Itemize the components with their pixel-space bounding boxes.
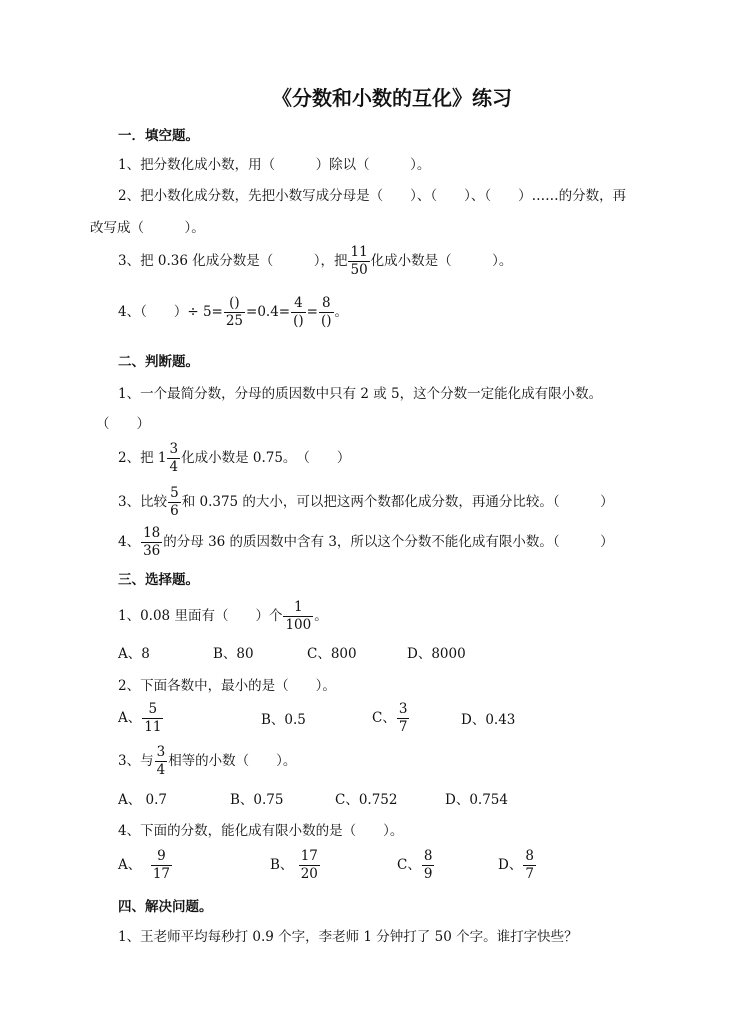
section-4-heading: 四、解决问题。 [118, 899, 213, 915]
s1-question-3 [118, 244, 512, 279]
s3-q2-option-c [372, 701, 410, 736]
section-2-heading: 二、判断题。 [118, 354, 199, 370]
s1-q4-text-a: 4、（ ）÷ 5= [118, 304, 223, 320]
s1-question-4 [118, 295, 348, 330]
s3-q4-option-a [118, 848, 173, 883]
s3-question-3 [118, 744, 296, 779]
s3-q1-option-b: B、80 [213, 646, 254, 662]
s2-question-2 [118, 441, 350, 476]
fraction-numerator: 11 [350, 244, 368, 260]
s2-question-1-line1: 1、一个最简分数，分母的质因数中只有 2 或 5，这个分数一定能化成有限小数。 [118, 386, 603, 402]
section-3-heading: 三、选择题。 [118, 572, 199, 588]
s2-q4-text-b: 的分母 36 的质因数中含有 3，所以这个分数不能化成有限小数。（ ） [163, 534, 614, 550]
s2-q2-text-b: 化成小数是 0.75。 （ ） [181, 450, 351, 466]
option-label: C、 [397, 857, 421, 873]
s3-q4-option-b [270, 848, 321, 883]
fraction-8-blank [319, 295, 334, 330]
s3-q3-text-a: 3、与 [118, 753, 154, 769]
fraction-5-11 [142, 701, 163, 736]
fraction-denominator: 36 [143, 543, 161, 559]
fraction-denominator: 9 [423, 866, 433, 882]
fraction-9-17 [151, 848, 172, 883]
fraction-numerator: 17 [300, 848, 318, 864]
s3-q1-option-d: D、8000 [407, 646, 466, 662]
s3-question-1 [118, 599, 328, 634]
s1-q3-text-a: 3、把 0.36 化成分数是（ ），把 [118, 253, 348, 269]
option-label: A、 [118, 710, 142, 726]
fraction-blank-25 [224, 295, 245, 330]
fraction-denominator: 6 [170, 503, 179, 519]
s3-q2-option-d: D、0.43 [461, 712, 516, 728]
fraction-3-7 [397, 701, 410, 736]
fraction-numerator: 8 [525, 848, 534, 864]
s3-q1-option-a: A、8 [118, 646, 150, 662]
s2-q3-text-b: 和 0.375 的大小，可以把这两个数都化成分数，再通分比较。（ ） [181, 494, 614, 510]
fraction-11-50 [348, 244, 369, 279]
fraction-numerator: 4 [291, 295, 306, 313]
fraction-denominator: () [320, 313, 332, 329]
fraction-numerator: 5 [142, 701, 163, 719]
fraction-denominator: 17 [152, 866, 171, 882]
fraction-denominator: () [293, 313, 304, 329]
s3-question-2: 2、下面各数中，最小的是（ ）。 [118, 678, 336, 694]
fraction-denominator: 11 [144, 719, 162, 735]
fraction-1-100 [283, 599, 313, 634]
option-label: C、 [372, 710, 396, 726]
s2-question-1-line2: （ ） [96, 416, 150, 432]
fraction-17-20 [299, 848, 320, 883]
s1-question-2-line1: 2、把小数化成分数，先把小数写成分母是（ ）、（ ）、（ ）……的分数，再 [118, 188, 627, 204]
s1-q4-text-b: =0.4= [246, 304, 291, 320]
s1-q4-text-c: = [306, 304, 318, 320]
fraction-denominator: 4 [169, 459, 179, 475]
fraction-denominator: 100 [285, 617, 312, 633]
s2-question-4 [118, 525, 614, 560]
fraction-numerator: 9 [151, 848, 172, 866]
fraction-8-7 [523, 848, 536, 883]
s3-question-4: 4、下面的分数，能化成有限小数的是（ ）。 [118, 823, 404, 839]
fraction-numerator: 3 [398, 701, 408, 717]
fraction-5-6 [168, 485, 181, 520]
s3-q1-text-a: 1、0.08 里面有（ ）个 [118, 608, 283, 624]
fraction-numerator: 5 [170, 485, 179, 501]
fraction-denominator: 4 [156, 762, 166, 778]
s3-q3-option-a: A、 0.7 [118, 792, 168, 808]
s3-q1-option-c: C、800 [307, 646, 357, 662]
fraction-4-blank [291, 295, 306, 330]
s2-q4-text-a: 4、 [118, 534, 141, 550]
fraction-denominator: 50 [350, 262, 368, 278]
option-label: B、 [270, 857, 294, 873]
s2-q3-text-a: 3、比较 [118, 494, 168, 510]
fraction-denominator: 7 [398, 719, 408, 735]
s1-q4-text-d: 。 [334, 304, 349, 320]
s2-question-3 [118, 485, 614, 520]
s4-question-1: 1、王老师平均每秒打 0.9 个字，李老师 1 分钟打了 50 个字。谁打字快些？ [118, 929, 578, 945]
fraction-numerator: 1 [283, 599, 313, 617]
s3-q2-option-b: B、0.5 [261, 712, 306, 728]
s3-q4-option-c [397, 848, 435, 883]
fraction-numerator: () [224, 295, 245, 313]
s3-q3-option-b: B、0.75 [230, 792, 284, 808]
fraction-denominator: 25 [225, 313, 244, 329]
fraction-numerator: 3 [169, 441, 179, 457]
s2-q2-text-a: 2、把 1 [118, 450, 167, 466]
s3-q3-option-c: C、0.752 [335, 792, 398, 808]
section-1-heading: 一．填空题。 [118, 128, 199, 144]
s1-question-1: 1、把分数化成小数，用（ ）除以（ ）。 [118, 157, 431, 173]
option-label: A、 [118, 857, 142, 873]
s1-question-2-line2: 改写成（ ）。 [90, 220, 205, 236]
fraction-numerator: 8 [319, 295, 334, 313]
option-label: D、 [498, 857, 523, 873]
fraction-numerator: 18 [143, 525, 161, 541]
s3-q2-option-a [118, 701, 164, 736]
fraction-3-4 [167, 441, 180, 476]
fraction-numerator: 3 [156, 744, 166, 760]
s1-q3-text-b: 化成小数是（ ）。 [370, 253, 513, 269]
s3-q3-text-b: 相等的小数（ ）。 [168, 753, 297, 769]
fraction-18-36 [141, 525, 162, 560]
fraction-8-9 [422, 848, 435, 883]
s3-q4-option-d [498, 848, 537, 883]
fraction-3-4 [155, 744, 168, 779]
s3-q1-text-b: 。 [314, 608, 328, 624]
fraction-denominator: 7 [525, 866, 534, 882]
s3-q3-option-d: D、0.754 [445, 792, 508, 808]
page-title: 《分数和小数的互化》练习 [272, 86, 512, 110]
fraction-denominator: 20 [300, 866, 318, 882]
fraction-numerator: 8 [423, 848, 433, 864]
